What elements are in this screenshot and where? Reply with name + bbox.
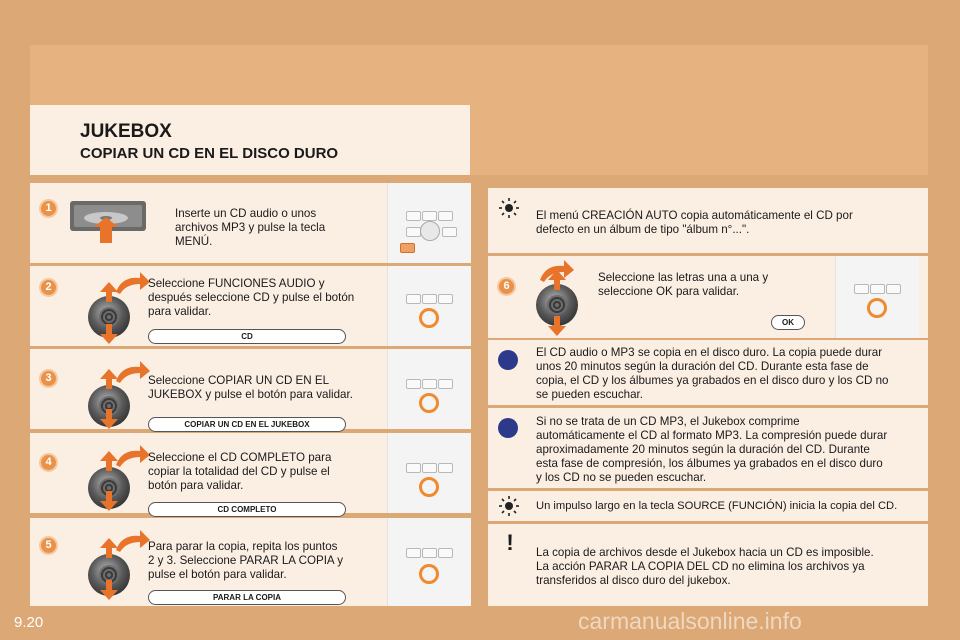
step-number-badge: 5 [41,538,56,553]
parar-copia-button: PARAR LA COPIA [148,590,346,605]
step-1 [30,183,470,263]
control-panel-icon [387,433,471,513]
page-title: JUKEBOX [80,121,172,142]
step-2-text: Seleccione FUNCIONES AUDIO y después seleccione CD y pulse el botón para validar. [148,277,355,318]
step-4 [30,433,470,513]
step-number-badge: 6 [499,279,514,294]
page-number: 9.20 [14,614,44,631]
control-panel-icon [387,266,471,346]
info-copy-duration [488,340,928,405]
tip-creacion-auto-text: El menú CREACIÓN AUTO copia automáticamente el CD por defecto en un álbum de tipo "álbum n°...". [536,209,853,236]
step-number-badge: 3 [41,371,56,386]
info-mp3-compression-text: Si no se trata de un CD MP3, el Jukebox comprime automáticamente el CD al formato MP3. La compresión puede durar aproximadamente 20 minutos según la duración del CD. Durante esta fase de compresión, los álbumes ya grabados en el disco duro y los CD no se pueden escuchar. [536,415,888,484]
press-arrow-icon [96,282,122,344]
cd-slot-icon [68,195,150,245]
sun-tip-icon [499,198,519,218]
warning-copy-to-cd-text: La copia de archivos desde el Jukebox hacia un CD es imposible. La acción PARAR LA COPIA DEL CD no elimina los archivos ya transferidos al disco duro del jukebox. [536,546,874,587]
press-arrow-icon [544,270,570,336]
press-arrow-icon [96,451,122,511]
control-panel-icon [387,183,471,263]
cd-completo-button: CD COMPLETO [148,502,346,517]
info-copy-duration-text: El CD audio o MP3 se copia en el disco duro. La copia puede durar unos 20 minutos según la duración del CD. Durante esta fase de copia, el CD y los álbumes ya grabados en el disco duro y los CD no se pueden escuchar. [536,346,889,401]
info-mp3-compression [488,408,928,488]
info-icon [498,418,518,438]
warning-icon: ! [501,532,519,554]
tip-source-key-text: Un impulso largo en la tecla SOURCE (FUNCIÓN) inicia la copia del CD. [536,500,898,512]
cd-menu-button: CD [148,329,346,344]
page-subtitle: COPIAR UN CD EN EL DISCO DURO [80,145,339,162]
step-6-text: Seleccione las letras una a una y seleccione OK para validar. [598,271,769,298]
step-2 [30,266,470,346]
ok-button: OK [771,315,805,330]
step-number-badge: 2 [41,280,56,295]
press-arrow-icon [96,538,122,600]
step-number-badge: 1 [41,201,56,216]
control-panel-icon [835,256,919,338]
press-arrow-icon [96,369,122,429]
step-5 [30,518,470,606]
step-6 [488,256,928,338]
watermark: carmanualsonline.info [578,608,802,634]
step-number-badge: 4 [41,455,56,470]
tip-creacion-auto [488,188,928,253]
step-1-text: Inserte un CD audio o unos archivos MP3 y pulse la tecla MENÚ. [175,207,326,248]
menu-key-highlight [400,243,415,253]
info-icon [498,350,518,370]
control-panel-icon [387,349,471,429]
step-5-text: Para parar la copia, repita los puntos 2 y 3. Seleccione PARAR LA COPIA y pulse el botón para validar. [148,540,344,581]
tip-source-key [488,491,928,521]
copiar-cd-button: COPIAR UN CD EN EL JUKEBOX [148,417,346,432]
step-3 [30,349,470,429]
step-3-text: Seleccione COPIAR UN CD EN EL JUKEBOX y pulse el botón para validar. [148,374,353,401]
step-4-text: Seleccione el CD COMPLETO para copiar la totalidad del CD y pulse el botón para validar. [148,451,332,492]
warning-copy-to-cd [488,524,928,606]
sun-tip-icon [499,496,519,516]
control-panel-icon [387,518,471,606]
